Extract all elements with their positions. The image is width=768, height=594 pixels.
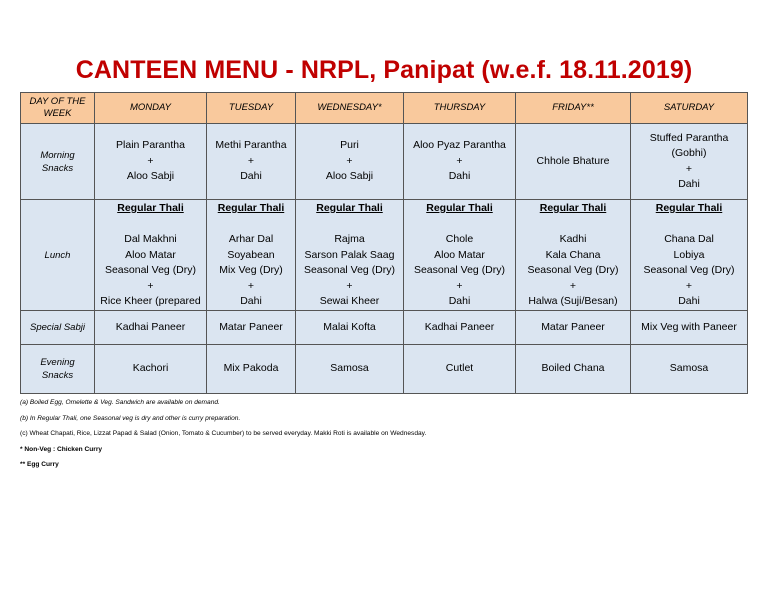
evening-cell-tuesday: Mix Pakoda xyxy=(207,345,296,394)
evening-cell-thursday: Cutlet xyxy=(404,345,516,394)
morning-snacks-label: Morning Snacks xyxy=(21,124,95,200)
morning-cell-tuesday: Methi Parantha + Dahi xyxy=(207,124,296,200)
special-cell-tuesday: Matar Paneer xyxy=(207,311,296,345)
evening-cell-monday: Kachori xyxy=(95,345,207,394)
day-header-friday: FRIDAY** xyxy=(516,93,631,124)
day-header-monday: MONDAY xyxy=(95,93,207,124)
footnotes xyxy=(20,395,426,473)
footnote-a: (a) Boiled Egg, Omelette & Veg. Sandwich are available on demand. xyxy=(20,399,220,406)
morning-cell-saturday: Stuffed Parantha (Gobhi) + Dahi xyxy=(631,124,748,200)
menu-table xyxy=(20,92,748,394)
footnote-nonveg: * Non-Veg : Chicken Curry xyxy=(20,445,103,453)
lunch-cell-tuesday: Regular Thali Arhar Dal Soyabean Mix Veg (Dry) + Dahi xyxy=(207,200,296,311)
special-sabji-row xyxy=(21,311,748,345)
day-of-week-header: DAY OF THE WEEK xyxy=(21,93,95,124)
evening-cell-friday: Boiled Chana xyxy=(516,345,631,394)
day-header-thursday: THURSDAY xyxy=(404,93,516,124)
lunch-cell-friday: Regular Thali Kadhi Kala Chana Seasonal Veg (Dry) + Halwa (Suji/Besan) xyxy=(516,200,631,311)
day-header-tuesday: TUESDAY xyxy=(207,93,296,124)
special-cell-wednesday: Malai Kofta xyxy=(296,311,404,345)
lunch-cell-thursday: Regular Thali Chole Aloo Matar Seasonal Veg (Dry) + Dahi xyxy=(404,200,516,311)
lunch-cell-wednesday: Regular Thali Rajma Sarson Palak Saag Seasonal Veg (Dry) + Sewai Kheer xyxy=(296,200,404,311)
special-sabji-label: Special Sabji xyxy=(21,311,95,345)
morning-cell-friday: Chhole Bhature xyxy=(516,124,631,200)
special-cell-friday: Matar Paneer xyxy=(516,311,631,345)
special-cell-saturday: Mix Veg with Paneer xyxy=(631,311,748,345)
footnote-c: (c) Wheat Chapati, Rice, Lizzat Papad & Salad (Onion, Tomato & Cucumber) to be served everyday. Makki Roti is available on Wednesday. xyxy=(20,430,427,437)
evening-cell-saturday: Samosa xyxy=(631,345,748,394)
special-cell-monday: Kadhai Paneer xyxy=(95,311,207,345)
special-cell-thursday: Kadhai Paneer xyxy=(404,311,516,345)
morning-cell-monday: Plain Parantha + Aloo Sabji xyxy=(95,124,207,200)
morning-snacks-row xyxy=(21,124,748,200)
lunch-row xyxy=(21,200,748,311)
evening-snacks-row xyxy=(21,345,748,394)
header-row xyxy=(21,93,748,124)
day-header-saturday: SATURDAY xyxy=(631,93,748,124)
morning-cell-wednesday: Puri + Aloo Sabji xyxy=(296,124,404,200)
page-title: CANTEEN MENU - NRPL, Panipat (w.e.f. 18.11.2019) xyxy=(75,56,693,84)
lunch-cell-saturday: Regular Thali Chana Dal Lobiya Seasonal Veg (Dry) + Dahi xyxy=(631,200,748,311)
footnote-b: (b) In Regular Thali, one Seasonal veg is dry and other is curry preparation. xyxy=(20,414,241,422)
evening-snacks-label: Evening Snacks xyxy=(21,345,95,394)
lunch-label: Lunch xyxy=(21,200,95,311)
evening-cell-wednesday: Samosa xyxy=(296,345,404,394)
day-header-wednesday: WEDNESDAY* xyxy=(296,93,404,124)
lunch-cell-monday: Regular Thali Dal Makhni Aloo Matar Seasonal Veg (Dry) + Rice Kheer (prepared xyxy=(95,200,207,311)
morning-cell-thursday: Aloo Pyaz Parantha + Dahi xyxy=(404,124,516,200)
footnote-egg: ** Egg Curry xyxy=(20,461,59,468)
